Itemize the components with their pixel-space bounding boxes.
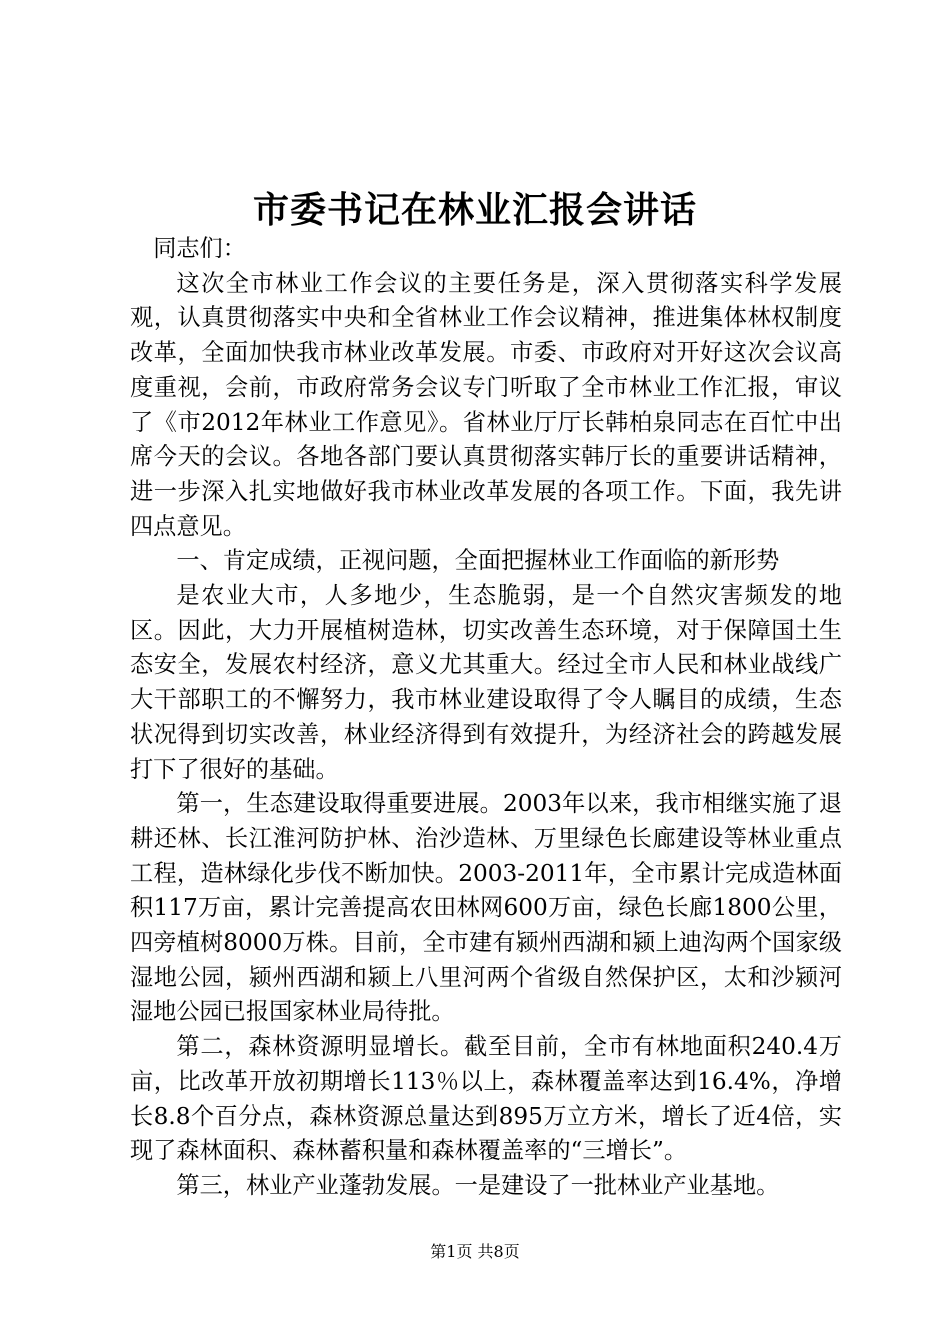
section-heading-1: 一、肯定成绩，正视问题，全面把握林业工作面临的新形势 — [176, 547, 780, 575]
paragraph-overview: 是农业大市，人多地少，生态脆弱，是一个自然灾害频发的地区。因此，大力开展植树造林，切实改善生态环境，对于保障国土生态安全，发展农村经济，意义尤其重大。经过全市人民和林业战线广大干部职工的不懈努力，我市林业建设取得了令人瞩目的成绩，生态状况得到切实改善，林业经济得到有效提升，为经济社会的跨越发展打下了很好的基础。 — [130, 582, 842, 783]
document-body — [130, 232, 842, 1204]
paragraph-point-2: 第二，森林资源明显增长。截至目前，全市有林地面积240.4万亩，比改革开放初期增长113％以上，森林覆盖率达到16.4%，净增长8.8个百分点，森林资源总量达到895万立方米，增长了近4倍，实现了森林面积、森林蓄积量和森林覆盖率的“三增长”。 — [130, 1033, 842, 1165]
paragraph-point-3: 第三，林业产业蓬勃发展。一是建设了一批林业产业基地。 — [176, 1171, 780, 1199]
page-number-footer: 第1页 共8页 — [430, 1242, 520, 1261]
paragraph-point-1: 第一，生态建设取得重要进展。2003年以来，我市相继实施了退耕还林、长江淮河防护林、治沙造林、万里绿色长廊建设等林业重点工程，造林绿化步伐不断加快。2003-2011年，全市累计完成造林面积117万亩，累计完善提高农田林网600万亩，绿色长廊1800公里，四旁植树8000万株。目前，全市建有颍州西湖和颍上迪沟两个国家级湿地公园，颍州西湖和颍上八里河两个省级自然保护区，太和沙颍河湿地公园已报国家林业局待批。 — [130, 790, 842, 1026]
document-title: 市委书记在林业汇报会讲话 — [252, 189, 697, 231]
paragraph-intro: 这次全市林业工作会议的主要任务是，深入贯彻落实科学发展观，认真贯彻落实中央和全省林业工作会议精神，推进集体林权制度改革，全面加快我市林业改革发展。市委、市政府对开好这次会议高度重视，会前，市政府常务会议专门听取了全市林业工作汇报，审议了《市2012年林业工作意见》。省林业厅厅长韩柏泉同志在百忙中出席今天的会议。各地各部门要认真贯彻落实韩厅长的重要讲话精神，进一步深入扎实地做好我市林业改革发展的各项工作。下面，我先讲四点意见。 — [130, 269, 842, 540]
salutation: 同志们： — [153, 235, 246, 262]
